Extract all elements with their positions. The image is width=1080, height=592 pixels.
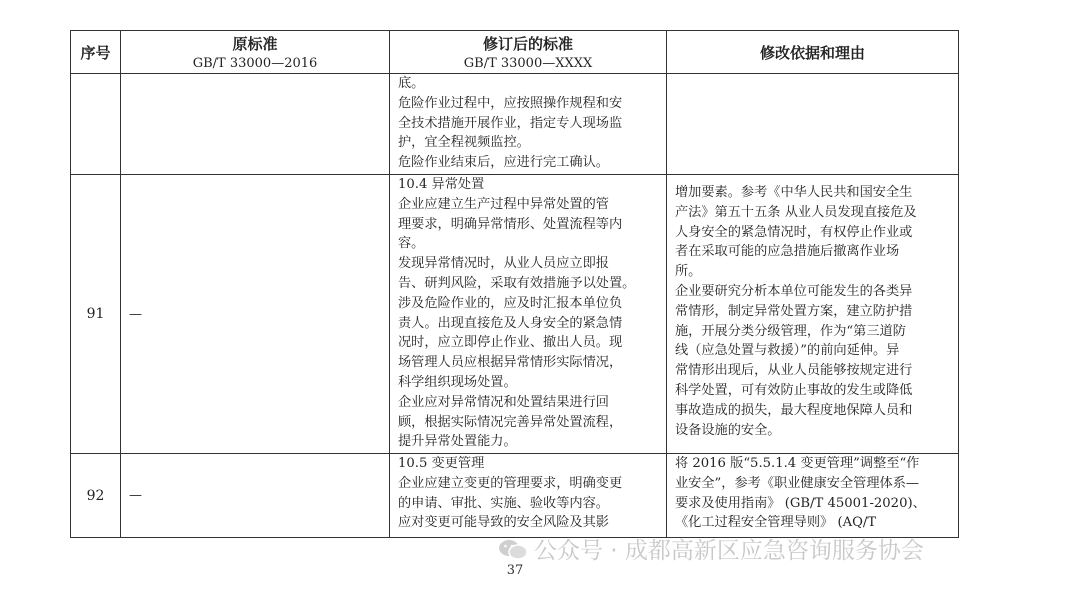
row-original: — — [121, 175, 390, 454]
cell-line: 《化工过程安全管理导则》 (AQ/T — [675, 515, 877, 531]
cell-line: 事故造成的损失，最大程度地保障人员和 — [675, 402, 913, 418]
cell-line: 场管理人员应根据异常情形实际情况， — [398, 355, 623, 371]
row-reason — [667, 454, 959, 538]
header-reason: 修改依据和理由 — [667, 31, 959, 74]
cell-line: 施，开展分类分级管理，作为“第三道防 — [675, 323, 906, 339]
cell-line: 企业应建立变更的管理要求，明确变更 — [398, 475, 623, 491]
row-revised — [390, 175, 667, 454]
row-no: 92 — [71, 454, 121, 538]
cell-line: 责人。出现直接危及人身安全的紧急情 — [398, 315, 623, 331]
table-row — [71, 454, 959, 538]
cell-line: 产法》第五十五条 从业人员发现直接危及 — [675, 204, 917, 220]
cell-line: 所。 — [675, 264, 702, 280]
standards-comparison-table — [70, 30, 959, 538]
row-no — [71, 74, 121, 175]
cell-line: 科学处置，可有效防止事故的发生或降低 — [675, 382, 913, 398]
cell-line: 增加要素。参考《中华人民共和国安全生 — [675, 185, 913, 200]
cell-line: 10.5 变更管理 — [398, 456, 485, 471]
wechat-icon — [498, 539, 528, 561]
cell-line: 线（应急处置与救援）”的前向延伸。异 — [675, 343, 900, 359]
row-revised — [390, 74, 667, 175]
row-original: — — [121, 454, 390, 538]
cell-line: 况时，应立即停止作业、撤出人员。现 — [398, 335, 623, 351]
cell-line: 企业要研究分析本单位可能发生的各类异 — [675, 283, 913, 299]
cell-line: 者在采取可能的应急措施后撤离作业场 — [675, 244, 900, 260]
cell-line: 企业应建立生产过程中异常处置的管 — [398, 196, 609, 212]
cell-line: 提升异常处置能力。 — [398, 434, 517, 450]
header-no: 序号 — [71, 31, 121, 74]
header-original-code: GB/T 33000—2016 — [192, 56, 318, 71]
row-revised — [390, 454, 667, 538]
cell-line: 要求及使用指南》 (GB/T 45001-2020)、 — [675, 495, 926, 511]
cell-line: 科学组织现场处置。 — [398, 374, 517, 390]
cell-line: 企业应对异常情况和处置结果进行回 — [398, 394, 609, 410]
row-reason — [667, 74, 959, 175]
cell-line: 人身安全的紧急情况时，有权停止作业或 — [675, 224, 913, 240]
cell-line: 发现异常情况时，从业人员应立即报 — [398, 256, 609, 272]
watermark-text: 公众号 · 成都高新区应急咨询服务协会 — [534, 538, 924, 564]
row-no: 91 — [71, 175, 121, 454]
cell-line: 危险作业结束后，应进行完工确认。 — [398, 155, 609, 171]
cell-line: 业安全”，参考《职业健康安全管理体系— — [675, 475, 920, 491]
cell-line: 全技术措施开展作业，指定专人现场监 — [398, 115, 623, 131]
cell-line: 涉及危险作业的，应及时汇报本单位负 — [398, 295, 623, 311]
cell-line: 应对变更可能导致的安全风险及其影 — [398, 515, 609, 531]
cell-line: 危险作业过程中，应按照操作规程和安 — [398, 95, 623, 111]
row-reason — [667, 175, 959, 454]
cell-line: 10.4 异常处置 — [398, 177, 485, 192]
cell-line: 常情形，制定异常处置方案，建立防护措 — [675, 303, 913, 319]
cell-line: 设备设施的安全。 — [675, 422, 781, 438]
header-revised: 修订后的标准 GB/T 33000—XXXX — [390, 31, 667, 74]
table-row — [71, 74, 959, 175]
cell-line: 护，宜全程视频监控。 — [398, 135, 530, 151]
cell-line: 告、研判风险，采取有效措施予以处置。 — [398, 275, 636, 291]
header-revised-code: GB/T 33000—XXXX — [463, 56, 593, 71]
row-original — [121, 74, 390, 175]
header-original: 原标准 GB/T 33000—2016 — [121, 31, 390, 74]
cell-line: 底。 — [398, 76, 425, 91]
cell-line: 将 2016 版“5.5.1.4 变更管理”调整至“作 — [675, 456, 920, 471]
table-row — [71, 175, 959, 454]
cell-line: 的申请、审批、实施、验收等内容。 — [398, 495, 609, 511]
cell-line: 容。 — [398, 236, 425, 252]
cell-line: 顾，根据实际情况完善异常处置流程， — [398, 414, 623, 430]
watermark — [498, 532, 924, 565]
table-header-row — [71, 31, 959, 74]
page-number: 37 — [506, 563, 524, 578]
cell-line: 理要求，明确异常情形、处置流程等内 — [398, 216, 623, 232]
cell-line: 常情形出现后，从业人员能够按规定进行 — [675, 363, 913, 379]
